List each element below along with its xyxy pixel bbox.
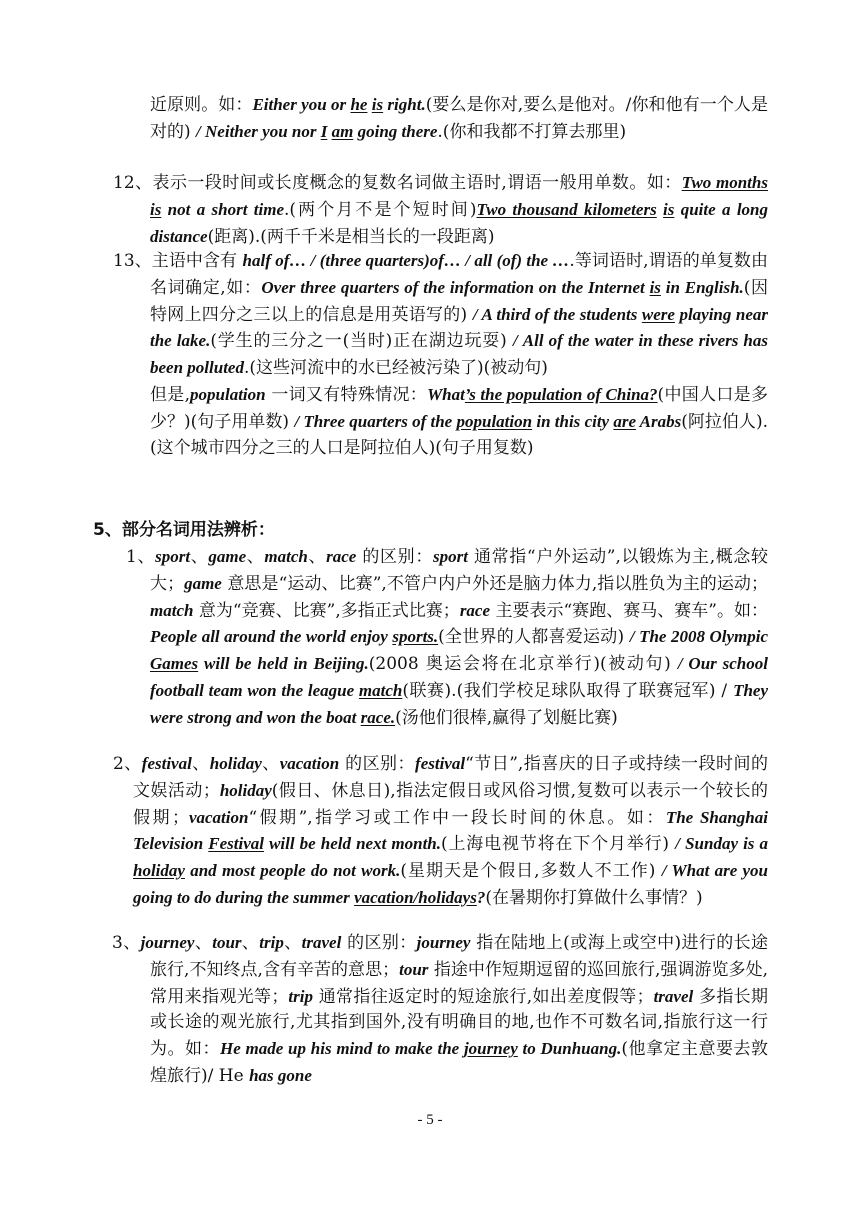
- term: sport: [155, 547, 191, 566]
- subsection-3: [0, 930, 860, 1090]
- term: festival: [141, 754, 192, 773]
- t: 多指长期或长途的观光旅行,尤其指到国外,没有明确目的地,也作不可数名词,指旅行这一行为。如：: [150, 986, 769, 1060]
- translation: .(你和我都不打算去那里): [437, 121, 627, 142]
- t: 3、: [112, 933, 141, 953]
- translation: .(这些河流中的水已经被污染了)(被动句): [243, 358, 548, 379]
- subsection-2: [0, 751, 860, 912]
- translation: (学生的三分之一(当时)正在湖边玩耍): [210, 331, 513, 352]
- rule-text: 一词又有特殊情况：: [265, 384, 428, 405]
- example-en: in this city: [532, 411, 614, 431]
- rule-11-continuation: [0, 92, 860, 146]
- section-heading: [0, 518, 860, 544]
- t: 近原则。如：: [150, 95, 253, 115]
- translation: (全世界的人都喜爱运动): [438, 627, 630, 648]
- example-en-underlined: is: [663, 199, 675, 219]
- example-en-underlined: is: [649, 277, 661, 297]
- t: 意为“竞赛、比赛”,多指正式比赛；: [193, 600, 460, 621]
- term: race: [326, 547, 357, 566]
- example-en: has gone: [249, 1065, 312, 1085]
- term: vacation: [279, 754, 340, 773]
- t: 、: [241, 933, 260, 953]
- term: tour: [212, 933, 242, 952]
- example-en-underlined: are: [613, 411, 637, 431]
- example-en-underlined: I: [320, 121, 328, 141]
- example-en: will be held in Beijing.: [198, 654, 369, 674]
- t: 意思是“运动、比赛”,不管户内户外还是脑力体力,指以胜负为主的运动；: [221, 573, 768, 594]
- term: sport: [432, 547, 468, 566]
- t: 1、: [126, 547, 156, 567]
- translation: (星期天是个假日,多数人不工作): [400, 861, 662, 882]
- t: 通常指往返定时的短途旅行,如出差度假等；: [312, 986, 654, 1007]
- rule-text: 13、主语中含有: [113, 251, 243, 271]
- term: tour: [399, 959, 429, 979]
- example-en-underlined: Games: [150, 654, 199, 674]
- example-en-underlined: sports.: [392, 627, 439, 647]
- translation: (2008 奥运会将在北京举行)(被动句): [368, 654, 678, 675]
- example-en: will be held next month.: [264, 834, 441, 854]
- example-en: / Sunday is a: [675, 834, 768, 854]
- example-en: ?: [476, 887, 486, 907]
- t: 的区别：: [356, 547, 433, 567]
- translation: (联赛).(我们学校足球队取得了联赛冠军) /: [402, 680, 734, 701]
- example-en: and most people do not work.: [184, 861, 401, 881]
- t: 、: [307, 547, 327, 567]
- example-en-underlined: the population of China?: [475, 384, 658, 404]
- t: (假日、休息日),指法定假日或风俗习惯,复数可以表示一个较长的假期；: [133, 780, 769, 828]
- example-en-underlined: Festival: [208, 834, 264, 854]
- example-en-underlined: were: [641, 304, 675, 324]
- example-en: to Dunhuang.: [517, 1039, 622, 1059]
- t: 2、: [113, 754, 142, 774]
- example-en-underlined: ’s: [464, 384, 476, 404]
- example-en: / What are you going to do during the summer: [133, 861, 769, 907]
- example-en-underlined: population: [456, 411, 533, 431]
- term: holiday: [209, 754, 262, 773]
- t: 、: [246, 547, 265, 567]
- example-en: / Three quarters of the: [294, 411, 457, 431]
- example-en: playing near the lake.: [150, 304, 769, 351]
- translation: .(两个月不是个短时间): [283, 199, 477, 220]
- term: game: [184, 573, 222, 593]
- rule-text: 12、表示一段时间或长度概念的复数名词做主语时,谓语一般用单数。如：: [113, 173, 682, 193]
- example-en-underlined: Two months: [681, 173, 768, 192]
- rule-12: [0, 170, 860, 250]
- example-en: Either you or: [252, 95, 351, 114]
- translation: (他拿定主意要去敦煌旅行)/ He: [150, 1039, 768, 1086]
- rule-13: [0, 248, 860, 461]
- t: 、: [261, 754, 280, 774]
- example-en-underlined: is: [150, 199, 162, 219]
- t: 的区别：: [339, 754, 416, 774]
- t: 的区别：: [341, 933, 417, 953]
- example-en: / All of the water in these rivers has been polluted: [150, 331, 768, 378]
- example-en: / Our school football team won the league: [150, 654, 768, 700]
- term: travel: [301, 933, 342, 952]
- example-en-underlined: race.: [360, 707, 396, 727]
- example-en: / Neither you nor: [196, 121, 321, 141]
- term: holiday: [219, 780, 272, 800]
- term: journey: [416, 933, 471, 952]
- t: 指途中作短期逗留的巡回旅行,强调游览多处,常用来指观光等；: [150, 959, 768, 1007]
- example-en: Arabs: [636, 411, 682, 431]
- term: trip: [259, 933, 284, 952]
- example-en: not a short time: [161, 199, 284, 219]
- example-en-underlined: he: [350, 95, 368, 114]
- section-5-title: 5、部分名词用法辨析：: [93, 520, 275, 540]
- t: “节日”,指喜庆的日子或持续一段时间的文娱活动；: [133, 754, 769, 801]
- term: game: [208, 547, 247, 566]
- example-en: They were strong and won the boat: [150, 680, 769, 727]
- example-en: in English.: [660, 277, 744, 297]
- term: travel: [653, 986, 694, 1006]
- translation: (上海电视节将在下个月举行): [441, 834, 676, 855]
- t: “假期”,指学习或工作中一段长时间的休息。如：: [248, 807, 666, 828]
- example-en-underlined: Two thousand kilometers: [476, 199, 657, 219]
- example-en: He made up his mind to make the: [220, 1039, 464, 1059]
- example-en: half of… / (three quarters)of… / all (of) the …: [242, 251, 570, 270]
- example-en: / The 2008 Olympic: [629, 627, 768, 647]
- t: 、: [190, 547, 209, 567]
- translation: (距离).(两千千米是相当长的一段距离): [207, 226, 495, 247]
- term: vacation: [188, 807, 249, 827]
- term: match: [264, 547, 308, 566]
- subsection-1: [0, 544, 860, 732]
- rule-text: 但是,: [150, 384, 191, 405]
- t: 、: [283, 933, 302, 953]
- example-en: / A third of the students: [472, 304, 642, 324]
- example-en-underlined: is: [371, 95, 384, 114]
- term: journey: [140, 933, 195, 952]
- t: 通常指“户外运动”,以锻炼为主,概念较大；: [150, 547, 769, 594]
- example-en: going there: [353, 121, 438, 141]
- example-en: What: [427, 384, 465, 404]
- rule-text: .等词语时,谓语的单复数由名词确定,如：: [150, 251, 768, 298]
- t: 主要表示“赛跑、赛马、赛车”。如：: [490, 600, 768, 621]
- example-en: The Shanghai Television: [133, 807, 768, 854]
- t: 指在陆地上(或海上或空中)进行的长途旅行,不知终点,含有辛苦的意思；: [150, 933, 769, 980]
- translation: (中国人口是多少？)(句子用单数): [150, 384, 768, 432]
- term: festival: [415, 754, 466, 773]
- example-en-underlined: match: [358, 680, 403, 700]
- example-en-underlined: am: [331, 121, 354, 141]
- translation: (因特网上四分之三以上的信息是用英语写的): [150, 277, 769, 325]
- term: trip: [288, 986, 313, 1006]
- term: race: [459, 600, 491, 620]
- example-en: People all around the world enjoy: [150, 627, 393, 647]
- translation: (在暑期你打算做什么事情？): [485, 887, 703, 908]
- example-en: quite a long distance: [150, 199, 769, 246]
- example-en-underlined: vacation/holidays: [354, 887, 477, 907]
- example-en: right.: [383, 95, 426, 114]
- example-en: population: [190, 384, 266, 404]
- t: 、: [191, 754, 210, 774]
- t: 、: [194, 933, 213, 953]
- translation: (汤他们很棒,赢得了划艇比赛): [395, 707, 618, 728]
- translation: (阿拉伯人).(这个城市四分之三的人口是阿拉伯人)(句子用复数): [150, 411, 768, 458]
- page-number: - 5 -: [417, 1112, 443, 1128]
- example-en-underlined: holiday: [133, 861, 185, 881]
- translation: (要么是你对,要么是他对。/你和他有一个人是对的): [150, 95, 768, 142]
- term: match: [150, 600, 194, 620]
- example-en: Over three quarters of the information on the Internet: [261, 277, 650, 297]
- example-en-underlined: journey: [463, 1039, 518, 1059]
